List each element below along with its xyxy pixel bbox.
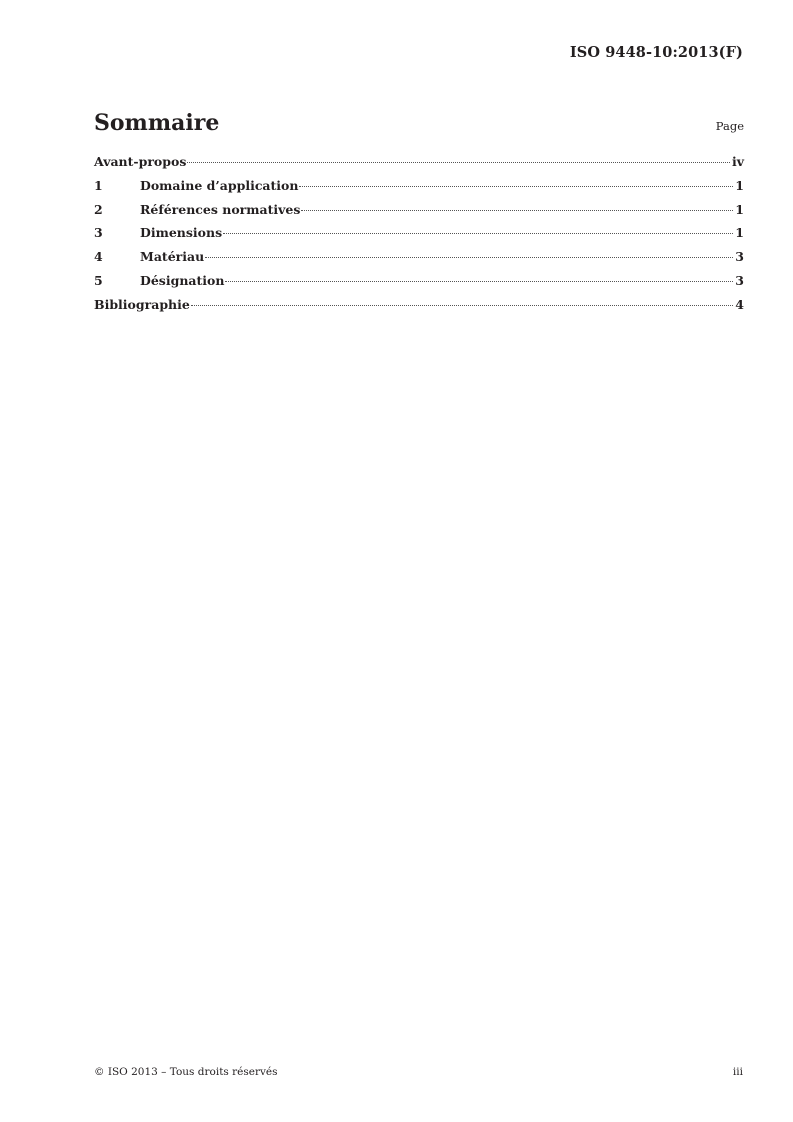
- document-identifier: ISO 9448-10:2013(F): [569, 44, 743, 61]
- toc-entry-page: 3: [735, 272, 744, 288]
- toc-entry-page: 1: [735, 225, 744, 241]
- toc-entry-avant-propos[interactable]: [94, 154, 744, 178]
- toc-entry-title: Domaine d’application: [140, 177, 299, 193]
- toc-entry-bibliographie[interactable]: [94, 297, 744, 321]
- toc-entry-title: Avant-propos: [94, 154, 187, 169]
- toc-entry-page: iv: [731, 154, 744, 169]
- toc-entry-number: 5: [94, 272, 103, 288]
- toc-dot-leader: [191, 305, 733, 306]
- toc-entry-title: Désignation: [140, 272, 225, 288]
- toc-entry-dimensions[interactable]: [94, 225, 744, 249]
- toc-entry-title: Dimensions: [140, 225, 223, 241]
- toc-entry-title: Matériau: [140, 249, 205, 265]
- toc-dot-leader: [223, 233, 733, 234]
- toc-entry-title: Références normatives: [140, 201, 301, 217]
- toc-entry-designation[interactable]: [94, 273, 744, 297]
- toc-entry-number: 2: [94, 201, 103, 217]
- toc-dot-leader: [187, 162, 730, 163]
- toc-entry-domaine[interactable]: [94, 178, 744, 202]
- footer-copyright: © ISO 2013 – Tous droits réservés: [94, 1066, 278, 1078]
- title-row: [94, 110, 744, 142]
- page-title: Sommaire: [94, 110, 220, 136]
- toc-entry-title: Bibliographie: [94, 296, 190, 312]
- toc-entry-page: 3: [735, 249, 744, 265]
- footer-page-number: iii: [732, 1066, 743, 1078]
- table-of-contents: [94, 154, 744, 321]
- page-column-label: Page: [715, 119, 744, 133]
- toc-dot-leader: [205, 257, 733, 258]
- toc-entry-number: 1: [94, 177, 103, 193]
- toc-entry-number: 4: [94, 249, 103, 265]
- toc-entry-page: 1: [735, 201, 744, 217]
- toc-dot-leader: [225, 281, 733, 282]
- toc-entry-page: 1: [735, 177, 744, 193]
- toc-entry-materiau[interactable]: [94, 249, 744, 273]
- toc-entry-number: 3: [94, 225, 103, 241]
- toc-entry-references[interactable]: [94, 202, 744, 226]
- toc-entry-page: 4: [735, 296, 744, 312]
- toc-dot-leader: [301, 210, 733, 211]
- toc-dot-leader: [299, 186, 733, 187]
